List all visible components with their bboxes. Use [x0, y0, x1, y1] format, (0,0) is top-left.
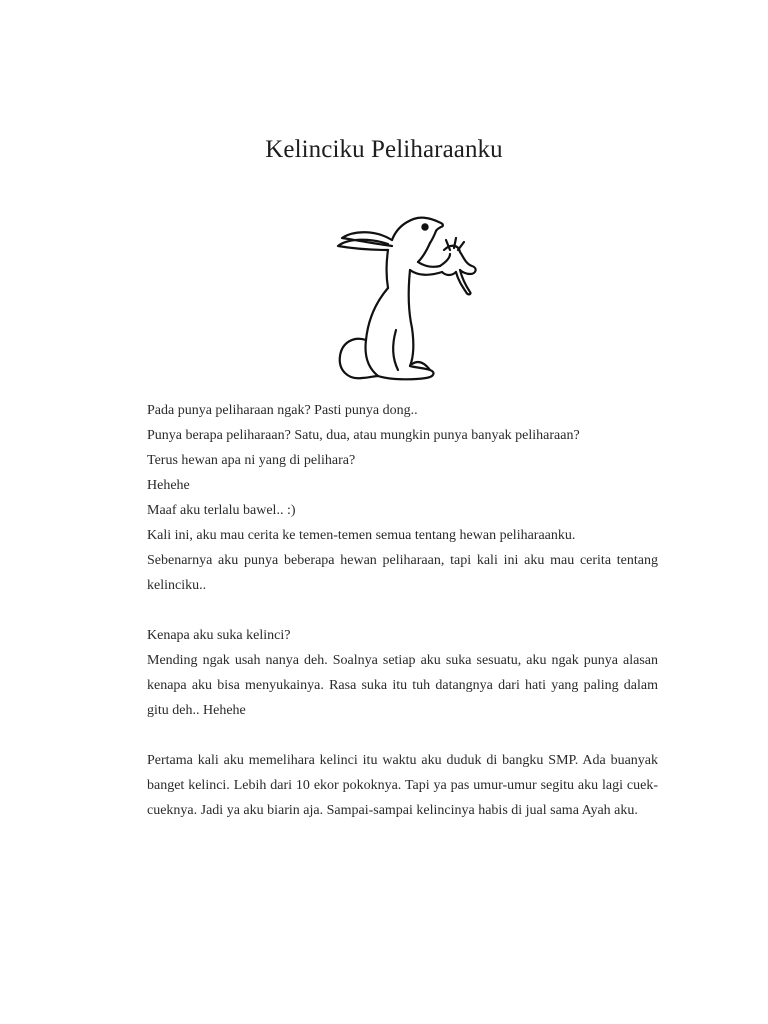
body-line: Punya berapa peliharaan? Satu, dua, atau mungkin punya banyak peliharaan? — [147, 428, 580, 443]
body-line: Maaf aku terlalu bawel.. :) — [147, 503, 296, 518]
body-line: Kali ini, aku mau cerita ke temen-temen semua tentang hewan peliharaanku. — [147, 528, 576, 543]
question-heading: Kenapa aku suka kelinci? — [147, 628, 291, 643]
body-line: Terus hewan apa ni yang di pelihara? — [147, 453, 356, 468]
paragraph-intro: Sebenarnya aku punya beberapa hewan peliharaan, tapi kali ini aku mau cerita tentang kelinciku.. — [147, 553, 658, 593]
paragraph-gap — [147, 723, 658, 748]
rabbit-holding-carrot-icon — [326, 210, 482, 386]
body-line: Pada punya peliharaan ngak? Pasti punya dong.. — [147, 403, 418, 418]
body-line: Hehehe — [147, 478, 190, 493]
paragraph-story: Pertama kali aku memelihara kelinci itu waktu aku duduk di bangku SMP. Ada buanyak banget kelinci. Lebih dari 10 ekor pokoknya. Tapi ya pas umur-umur segitu aku lagi cuek-cueknya. Jadi ya aku biarin aja. Sampai-sampai kelincinya habis di jual sama Ayah aku. — [147, 753, 658, 818]
document-title: Kelinciku Peliharaanku — [265, 136, 503, 163]
paragraph-reason: Mending ngak usah nanya deh. Soalnya setiap aku suka sesuatu, aku ngak punya alasan kenapa aku bisa menyukainya. Rasa suka itu tuh datangnya dari hati yang paling dalam gitu deh.. Hehehe — [147, 653, 658, 718]
paragraph-gap — [147, 598, 658, 623]
document-body — [147, 398, 658, 823]
